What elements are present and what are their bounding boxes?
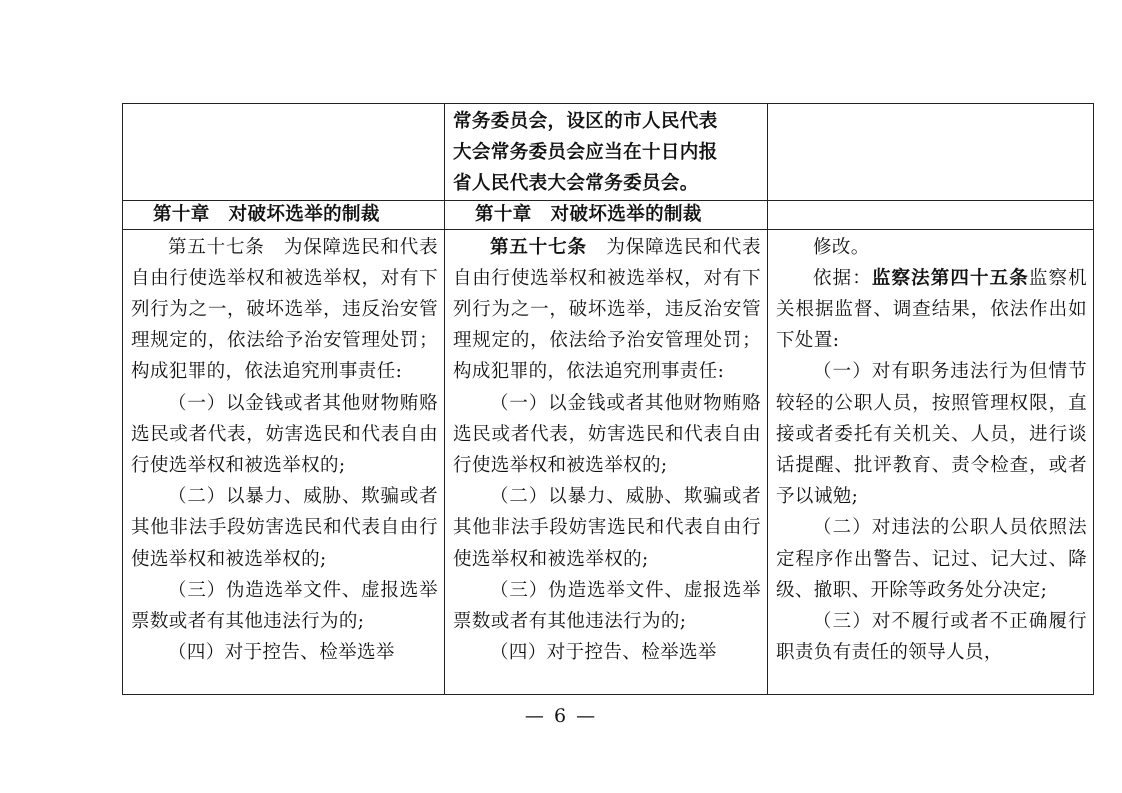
cell-notes-empty — [768, 200, 1094, 229]
article-item: （三）伪造选举文件、虚报选举票数或者有其他违法行为的; — [453, 579, 761, 633]
chapter-heading-revised: 第十章 对破坏选举的制裁 — [445, 200, 768, 229]
page-number: — 6 — — [524, 705, 598, 727]
cell-revised-continued — [445, 104, 768, 201]
comparison-table — [122, 103, 1094, 695]
article-intro — [131, 232, 438, 388]
note-basis — [776, 263, 1087, 357]
article-item: （一）以金钱或者其他财物贿赂选民或者代表，妨害选民和代表自由行使选举权和被选举权的; — [453, 392, 761, 477]
text-line: 省人民代表大会常务委员会。 — [453, 173, 699, 195]
article-item: （二）以暴力、威胁、欺骗或者其他非法手段妨害选民和代表自由行使选举权和被选举权的; — [453, 486, 761, 570]
article-intro — [453, 232, 761, 388]
cell-notes-continued — [768, 104, 1094, 201]
article-label: 第五十七条 — [490, 236, 587, 258]
table-row — [123, 200, 1094, 229]
article-item: （二）以暴力、威胁、欺骗或者其他非法手段妨害选民和代表自由行使选举权和被选举权的; — [131, 486, 438, 570]
cell-notes-article — [768, 229, 1094, 694]
note-item: （一）对有职务违法行为但情节较轻的公职人员，按照管理权限，直接或者委托有关机关、人员，进行谈话提醒、批评教育、责令检查，或者予以诫勉; — [776, 361, 1087, 508]
article-label: 第五十七条 — [168, 236, 265, 258]
basis-label: 依据： — [813, 267, 872, 289]
article-item: （四）对于控告、检举选举 — [490, 642, 717, 664]
text-line: 大会常务委员会应当在十日内报 — [453, 142, 718, 164]
chapter-heading-original: 第十章 对破坏选举的制裁 — [123, 200, 445, 229]
basis-text: 监察机关根据监督、调查结果，依法作出如下处置: — [776, 267, 1088, 352]
note-item: （三）对不履行或者不正确履行职责负有责任的领导人员， — [776, 611, 1087, 664]
note-item: （二）对违法的公职人员依照法定程序作出警告、记过、记大过、降级、撤职、开除等政务处分决定; — [776, 517, 1087, 601]
cell-revised-article — [445, 229, 768, 694]
article-intro-text: 为保障选民和代表自由行使选举权和被选举权，对有下列行为之一，破坏选举，违反治安管理规定的，依法给予治安管理处罚；构成犯罪的，依法追究刑事责任: — [131, 236, 438, 383]
cell-original-article — [123, 229, 445, 694]
table-row — [123, 104, 1094, 201]
article-item: （一）以金钱或者其他财物贿赂选民或者代表，妨害选民和代表自由行使选举权和被选举权的; — [131, 392, 438, 477]
table-row — [123, 229, 1094, 694]
note-first: 修改。 — [813, 236, 870, 258]
cell-original-continued — [123, 104, 445, 201]
basis-law: 监察法第四十五条 — [871, 267, 1029, 289]
article-item: （三）伪造选举文件、虚报选举票数或者有其他违法行为的; — [131, 579, 438, 633]
article-item: （四）对于控告、检举选举 — [168, 642, 395, 664]
text-line: 常务委员会，设区的市人民代表 — [453, 111, 718, 132]
article-intro-text: 为保障选民和代表自由行使选举权和被选举权，对有下列行为之一，破坏选举，违反治安管理规定的，依法给予治安管理处罚；构成犯罪的，依法追究刑事责任: — [453, 236, 761, 383]
